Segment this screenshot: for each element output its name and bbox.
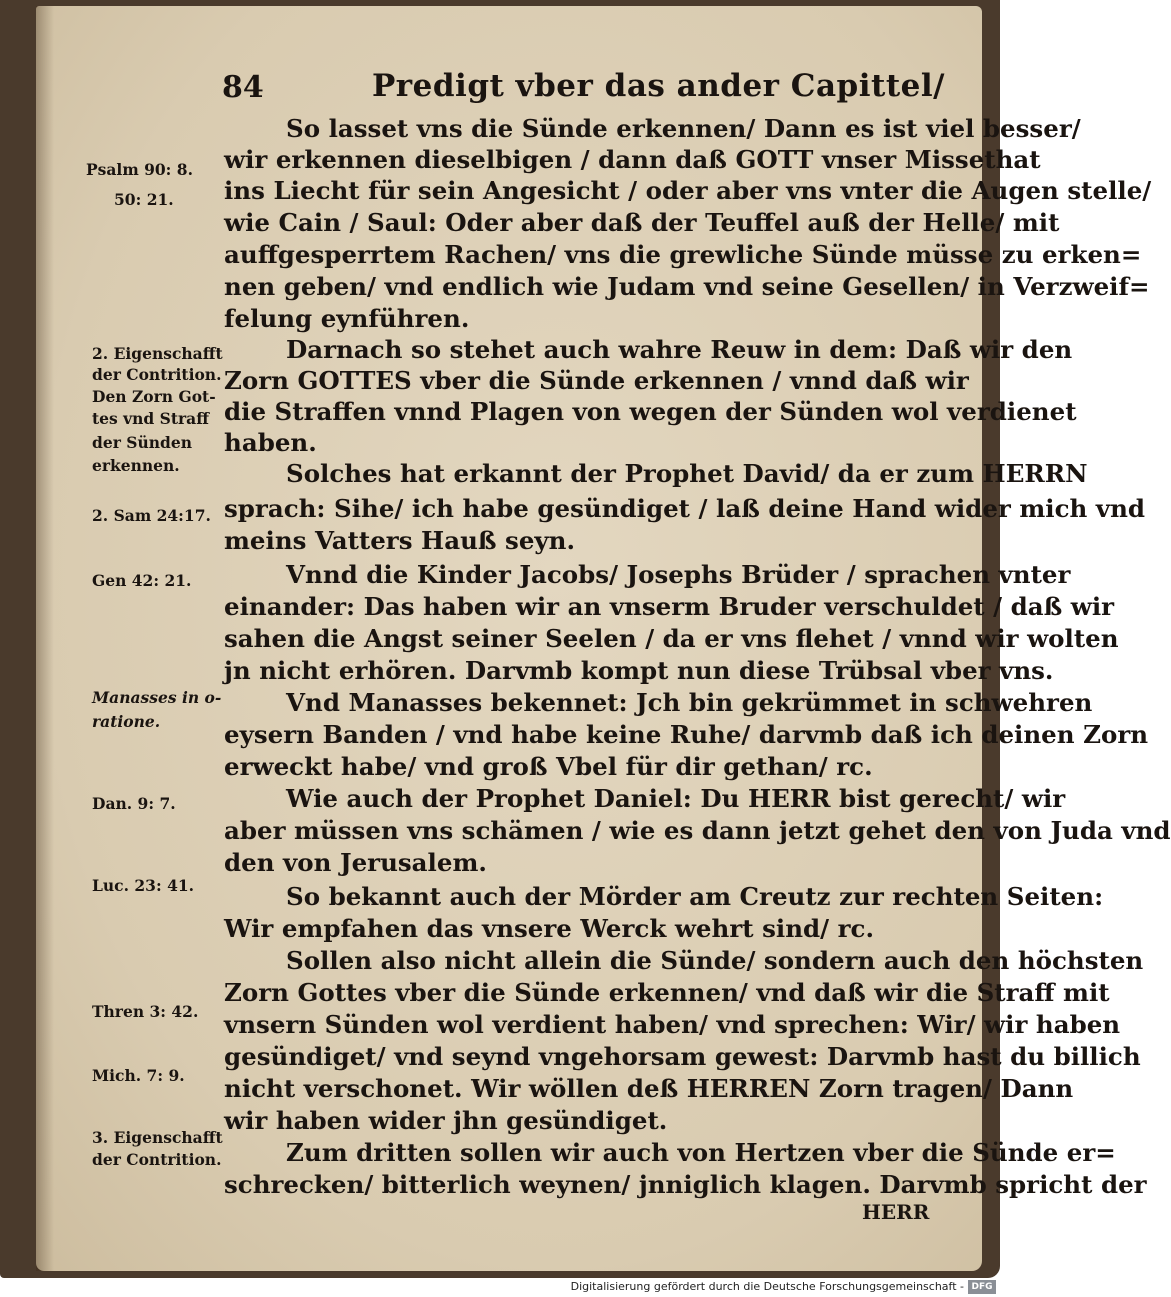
margin-note: tes vnd Straff [92,409,209,428]
body-line: Solches hat erkannt der Prophet David/ da er zum HERRN [286,459,1088,488]
body-line: Vnnd die Kinder Jacobs/ Josephs Brüder / sprachen vnter [286,560,1071,589]
body-line: meins Vatters Hauß seyn. [224,526,575,555]
body-line: haben. [224,428,317,457]
body-line: einander: Das haben wir an vnserm Bruder verschuldet / daß wir [224,592,1115,621]
body-line: ins Liecht für sein Angesicht / oder aber vns vnter die Augen stelle/ [224,176,1152,205]
body-line: aber müssen vns schämen / wie es dann jetzt gehet den von Juda vnd [224,816,1171,845]
body-line: die Straffen vnnd Plagen von wegen der Sünden wol verdienet [224,397,1077,426]
body-line: Zum dritten sollen wir auch von Hertzen vber die Sünde er= [286,1138,1116,1167]
catchword: HERR [862,1200,930,1224]
margin-note: Luc. 23: 41. [92,876,195,895]
body-line: wie Cain / Saul: Oder aber daß der Teuffel auß der Helle/ mit [224,208,1060,237]
margin-note: der Contrition. [92,1150,222,1169]
body-line: den von Jerusalem. [224,848,487,877]
body-line: So lasset vns die Sünde erkennen/ Dann es ist viel besser/ [286,114,1081,143]
margin-note: der Sünden [92,433,192,452]
body-line: wir haben wider jhn gesündiget. [224,1106,668,1135]
body-line: jn nicht erhören. Darvmb kompt nun diese Trübsal vber vns. [224,656,1054,685]
margin-note: Mich. 7: 9. [92,1066,185,1085]
body-line: sprach: Sihe/ ich habe gesündiget / laß deine Hand wider mich vnd [224,494,1146,523]
body-line: Wie auch der Prophet Daniel: Du HERR bist gerecht/ wir [286,784,1066,813]
margin-note: Manasses in o- [92,688,222,707]
body-line: auffgesperrtem Rachen/ vns die grewliche Sünde müsse zu erken= [224,240,1142,269]
body-line: sahen die Angst seiner Seelen / da er vns flehet / vnnd wir wolten [224,624,1119,653]
body-line: wir erkennen dieselbigen / dann daß GOTT vnser Missethat [224,145,1041,174]
body-line: Vnd Manasses bekennet: Jch bin gekrümmet in schwehren [286,688,1093,717]
running-title: Predigt vber das ander Capittel/ [372,68,945,104]
body-line: Wir empfahen das vnsere Werck wehrt sind/ rc. [224,914,874,943]
body-line: nen geben/ vnd endlich wie Judam vnd seine Gesellen/ in Verzweif= [224,272,1150,301]
margin-note: Thren 3: 42. [92,1002,199,1021]
body-line: Zorn GOTTES vber die Sünde erkennen / vnnd daß wir [224,366,969,395]
body-line: vnsern Sünden wol verdient haben/ vnd sprechen: Wir/ wir haben [224,1010,1121,1039]
margin-note: Dan. 9: 7. [92,794,176,813]
margin-note: ratione. [92,712,161,731]
footer-credit: Digitalisierung gefördert durch die Deutsche Forschungsgemeinschaft - [570,1280,964,1293]
margin-note: Psalm 90: 8. [86,160,193,179]
body-line: nicht verschonet. Wir wöllen deß HERREN Zorn tragen/ Dann [224,1074,1074,1103]
body-line: Sollen also nicht allein die Sünde/ sondern auch den höchsten [286,946,1144,975]
body-line: erweckt habe/ vnd groß Vbel für dir gethan/ rc. [224,752,873,781]
gutter-shadow [36,6,54,1271]
body-line: eysern Banden / vnd habe keine Ruhe/ darvmb daß ich deinen Zorn [224,720,1149,749]
margin-note: 50: 21. [114,190,174,209]
dfg-logo: DFG [968,1280,996,1294]
body-line: So bekannt auch der Mörder am Creutz zur rechten Seiten: [286,882,1104,911]
margin-note: Gen 42: 21. [92,571,192,590]
margin-note: 2. Eigenschafft [92,344,223,363]
footer-bar [0,1279,1000,1297]
body-line: schrecken/ bitterlich weynen/ jnniglich klagen. Darvmb spricht der [224,1170,1147,1199]
body-line: gesündiget/ vnd seynd vngehorsam gewest: Darvmb hast du billich [224,1042,1141,1071]
margin-note: 2. Sam 24:17. [92,506,211,525]
body-line: Zorn Gottes vber die Sünde erkennen/ vnd daß wir die Straff mit [224,978,1110,1007]
running-head [222,66,962,112]
page-number: 84 [222,70,264,105]
margin-note: 3. Eigenschafft [92,1128,223,1147]
margin-note: der Contrition. [92,365,222,384]
body-line: felung eynführen. [224,304,470,333]
margin-note: Den Zorn Got- [92,387,216,406]
body-line: Darnach so stehet auch wahre Reuw in dem: Daß wir den [286,335,1073,364]
margin-note: erkennen. [92,456,180,475]
